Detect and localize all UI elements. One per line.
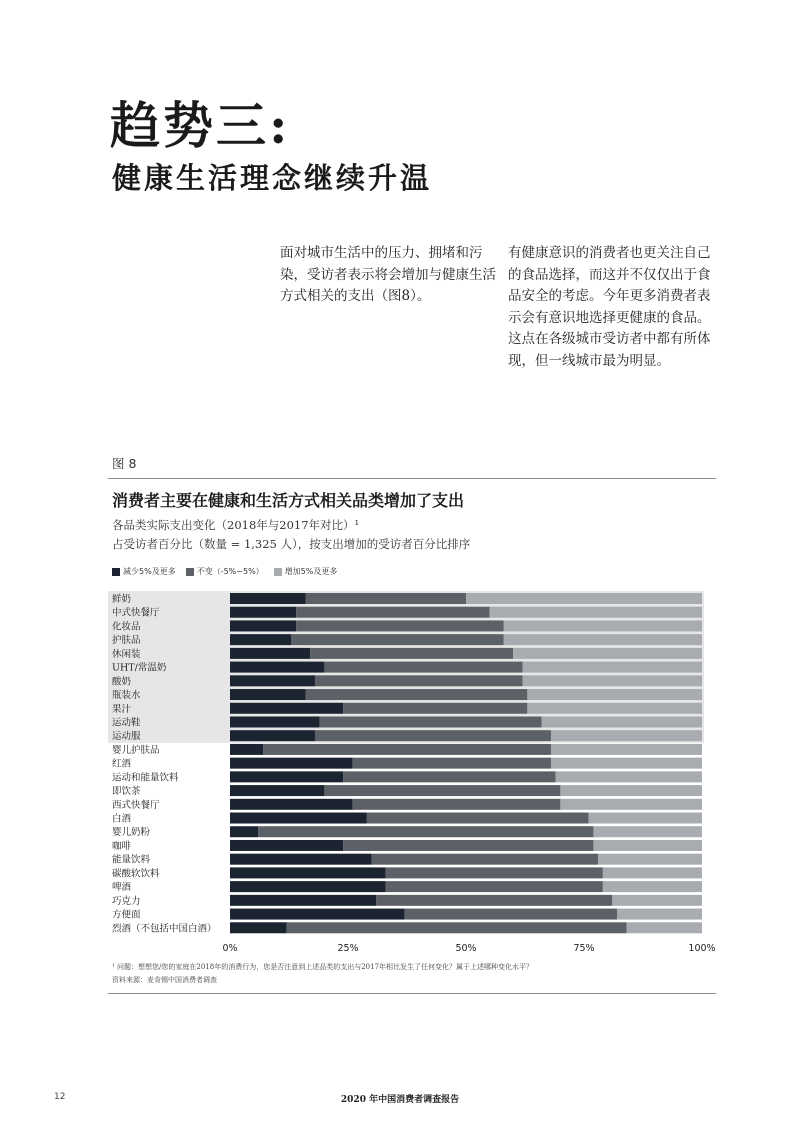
bar-increase [523, 675, 702, 686]
bar-decrease [230, 607, 296, 618]
bar-same [367, 813, 589, 824]
bar-same [296, 607, 490, 618]
bar-increase [551, 758, 702, 769]
bar-same [306, 593, 466, 604]
category-label: 休闲装 [112, 648, 141, 660]
bar-same [306, 689, 528, 700]
body-paragraph-left: 面对城市生活中的压力、拥堵和污染，受访者表示将会增加与健康生活方式相关的支出（图8）。 [280, 245, 496, 304]
figure-label: 图 8 [112, 456, 137, 471]
bar-same [263, 744, 551, 755]
bar-decrease [230, 620, 296, 631]
bar-increase [603, 867, 702, 878]
bar-same [353, 758, 551, 769]
x-tick-label: 25% [337, 943, 359, 954]
category-label: UHT/常温奶 [112, 662, 167, 674]
bar-increase [551, 730, 702, 741]
category-label: 中式快餐厅 [112, 607, 160, 619]
bar-same [376, 895, 612, 906]
bar-same [320, 716, 542, 727]
category-label: 酸奶 [112, 676, 132, 688]
bar-increase [513, 648, 702, 659]
bar-same [372, 854, 599, 865]
bar-decrease [230, 909, 405, 920]
bar-decrease [230, 730, 315, 741]
legend-swatch-decrease [112, 568, 120, 576]
category-label: 方便面 [112, 909, 141, 921]
category-label: 果汁 [112, 703, 132, 715]
bar-decrease [230, 758, 353, 769]
bar-same [353, 799, 561, 810]
figure-top-rule [108, 478, 716, 479]
bar-decrease [230, 813, 367, 824]
bar-increase [466, 593, 702, 604]
bar-decrease [230, 826, 258, 837]
x-tick-label: 0% [222, 943, 238, 954]
bar-increase [551, 744, 702, 755]
bar-decrease [230, 744, 263, 755]
bar-increase [556, 771, 702, 782]
bar-same [315, 730, 551, 741]
bar-increase [527, 703, 702, 714]
bar-decrease [230, 648, 310, 659]
bar-same [343, 840, 593, 851]
category-label: 烈酒（不包括中国白酒） [112, 923, 217, 935]
bar-increase [612, 895, 702, 906]
page-subtitle: 健康生活理念继续升温 [112, 161, 433, 195]
page-title: 趋势三: [110, 96, 291, 155]
bar-same [405, 909, 617, 920]
bar-decrease [230, 771, 343, 782]
bar-increase [490, 607, 702, 618]
figure-footnote: ¹ 问题：想想您/您的家庭在2018年的消费行为，您是否注意到上述品类的支出与2017年相比发生了任何变化？属于上述哪种变化水平？ [112, 963, 534, 971]
legend-label-decrease: 减少5%及更多 [123, 567, 176, 576]
report-title-footer: 2020 年中国消费者调查报告 [340, 1095, 460, 1105]
legend-item-increase [274, 566, 338, 577]
bar-same [258, 826, 593, 837]
bar-decrease [230, 922, 287, 933]
legend-item-decrease [112, 566, 176, 577]
bar-decrease [230, 675, 315, 686]
bar-increase [560, 799, 702, 810]
bar-increase [504, 634, 702, 645]
bar-decrease [230, 854, 372, 865]
category-label: 啤酒 [112, 882, 132, 894]
legend-item-same [186, 566, 264, 577]
bar-decrease [230, 703, 343, 714]
bar-increase [523, 662, 702, 673]
category-label: 咖啡 [112, 840, 132, 852]
category-label: 西式快餐厅 [112, 799, 160, 811]
bar-decrease [230, 840, 343, 851]
bar-decrease [230, 662, 324, 673]
bar-same [386, 867, 603, 878]
bar-increase [593, 840, 702, 851]
bar-decrease [230, 881, 386, 892]
category-label: 能量饮料 [112, 854, 151, 866]
legend-label-increase: 增加5%及更多 [284, 567, 338, 576]
category-label: 红酒 [112, 758, 132, 770]
bar-increase [527, 689, 702, 700]
stacked-bar-chart [108, 588, 718, 960]
chart-legend [112, 566, 337, 577]
category-label: 碳酸软饮料 [112, 868, 160, 880]
bar-increase [593, 826, 702, 837]
bar-same [296, 620, 504, 631]
bar-same [324, 662, 522, 673]
bar-same [287, 922, 627, 933]
category-label: 运动和能量饮料 [112, 772, 179, 784]
bar-same [310, 648, 513, 659]
bar-increase [617, 909, 702, 920]
bar-decrease [230, 716, 320, 727]
category-label: 化妆品 [112, 621, 141, 633]
legend-swatch-increase [274, 568, 282, 576]
bar-same [386, 881, 603, 892]
category-label: 婴儿奶粉 [112, 827, 151, 839]
bar-increase [542, 716, 702, 727]
category-label: 运动服 [112, 731, 141, 743]
bar-decrease [230, 799, 353, 810]
body-paragraph-right: 有健康意识的消费者也更关注自己的食品选择，而这并不仅仅出于食品安全的考虑。今年更多消费者表示会有意识地选择更健康的食品。这点在各级城市受访者中都有所体现，但一线城市最为明显。 [508, 245, 711, 369]
bar-decrease [230, 867, 386, 878]
bar-increase [589, 813, 702, 824]
bar-same [315, 675, 523, 686]
category-label: 瓶装水 [112, 690, 141, 702]
bar-decrease [230, 785, 324, 796]
bar-increase [598, 854, 702, 865]
bar-decrease [230, 689, 306, 700]
category-label: 巧克力 [112, 895, 141, 907]
figure-subtitle-2: 占受访者百分比（数量 = 1,325 人），按支出增加的受访者百分比排序 [112, 537, 471, 551]
bar-same [343, 771, 555, 782]
category-label: 运动鞋 [112, 717, 141, 729]
category-label: 白酒 [112, 813, 132, 825]
bar-same [291, 634, 503, 645]
bar-increase [626, 922, 702, 933]
bar-same [343, 703, 527, 714]
figure-source: 资料来源：麦肯锡中国消费者调查 [112, 976, 217, 984]
page-number: 12 [54, 1092, 66, 1102]
category-label: 即饮茶 [112, 786, 141, 798]
category-label: 护肤品 [112, 635, 141, 647]
category-label: 婴儿护肤品 [112, 744, 160, 756]
x-tick-label: 50% [455, 943, 477, 954]
category-label: 鲜奶 [112, 594, 132, 605]
figure-bottom-rule [108, 993, 716, 994]
bar-increase [504, 620, 702, 631]
bar-decrease [230, 593, 306, 604]
x-tick-label: 100% [688, 943, 716, 954]
bar-decrease [230, 895, 376, 906]
figure-title: 消费者主要在健康和生活方式相关品类增加了支出 [112, 491, 465, 510]
bar-same [324, 785, 560, 796]
bar-decrease [230, 634, 291, 645]
bar-increase [560, 785, 702, 796]
x-tick-label: 75% [573, 943, 595, 954]
legend-swatch-same [186, 568, 194, 576]
bar-increase [603, 881, 702, 892]
legend-label-same: 不变（-5%~5%） [196, 567, 264, 576]
figure-subtitle-1: 各品类实际支出变化（2018年与2017年对比）¹ [112, 518, 360, 532]
